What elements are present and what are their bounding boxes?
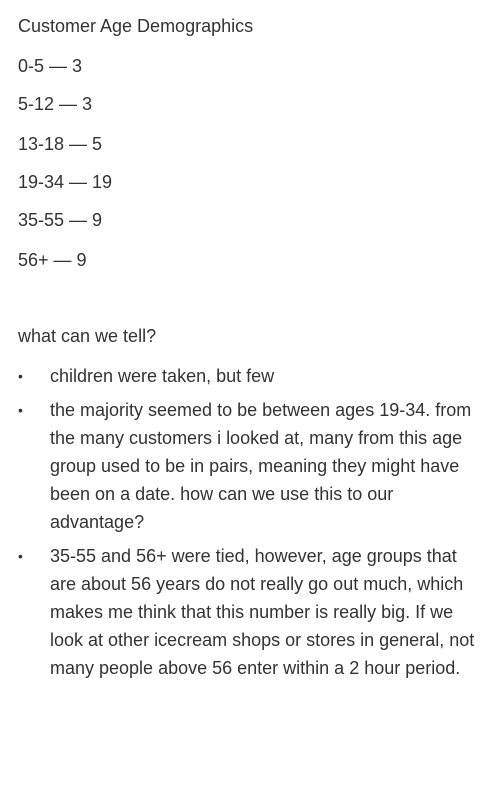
observation-text: children were taken, but few — [50, 366, 275, 386]
observation-text: the majority seemed to be between ages 19-34. from the many customers i looked at, many from this age group used to be in pairs, meaning they might have been on a date. how can we use this to our advantage? — [50, 400, 472, 532]
bullet-icon: • — [18, 402, 23, 418]
age-group-stat: 19-34 — 19 — [18, 172, 113, 192]
observation-text: 35-55 and 56+ were tied, however, age groups that are about 56 years do not really go out much, which makes me think that this number is really big. If we look at other icecream shops or stores in general, not many people above 56 enter within a 2 hour period. — [50, 546, 475, 678]
bullet-icon: • — [18, 368, 23, 384]
age-group-stat: 35-55 — 9 — [18, 210, 103, 230]
age-group-stat: 0-5 — 3 — [18, 56, 83, 76]
age-group-stat: 5-12 — 3 — [18, 94, 93, 114]
age-group-stat: 13-18 — 5 — [18, 134, 103, 154]
question-heading: what can we tell? — [18, 326, 157, 346]
document-title: Customer Age Demographics — [18, 16, 254, 36]
bullet-icon: • — [18, 548, 23, 564]
age-group-stat: 56+ — 9 — [18, 250, 87, 270]
